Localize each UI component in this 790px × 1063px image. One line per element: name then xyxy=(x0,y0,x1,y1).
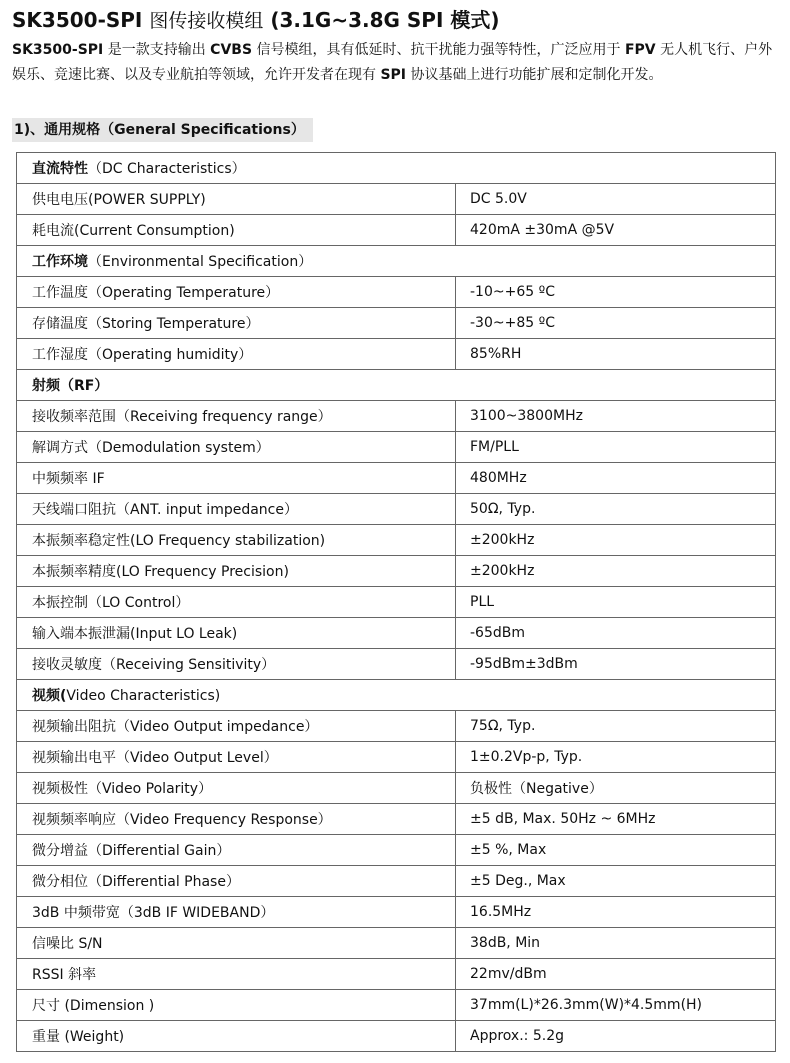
spec-value: -30~+85 ºC xyxy=(456,308,776,339)
spec-name: 本振频率稳定性(LO Frequency stabilization) xyxy=(17,525,456,556)
spec-value: FM/PLL xyxy=(456,432,776,463)
spec-name: RSSI 斜率 xyxy=(17,959,456,990)
spec-value: Approx.: 5.2g xyxy=(456,1021,776,1052)
spec-value: 420mA ±30mA @5V xyxy=(456,215,776,246)
group-label-cn: 射频（RF） xyxy=(32,378,109,394)
group-row-video xyxy=(17,680,776,711)
table-row xyxy=(17,184,776,215)
group-label-en: （DC Characteristics） xyxy=(88,161,246,177)
group-label xyxy=(17,246,776,277)
table-row xyxy=(17,990,776,1021)
group-row-env xyxy=(17,246,776,277)
intro-spi: SPI xyxy=(380,67,407,83)
title-range: (3.1G~3.8G SPI 模式) xyxy=(270,8,500,32)
table-row xyxy=(17,773,776,804)
spec-value: ±5 %, Max xyxy=(456,835,776,866)
intro-paragraph xyxy=(12,38,782,88)
table-row xyxy=(17,804,776,835)
section-heading: 1)、通用规格（General Specifications） xyxy=(12,118,313,142)
spec-name: 存储温度（Storing Temperature） xyxy=(17,308,456,339)
spec-name: 3dB 中频带宽（3dB IF WIDEBAND） xyxy=(17,897,456,928)
spec-value: -95dBm±3dBm xyxy=(456,649,776,680)
group-label-cn: 视频( xyxy=(32,688,67,704)
table-row xyxy=(17,866,776,897)
table-row xyxy=(17,959,776,990)
page-title xyxy=(12,6,500,35)
spec-value: PLL xyxy=(456,587,776,618)
spec-value: 16.5MHz xyxy=(456,897,776,928)
table-row xyxy=(17,463,776,494)
spec-name: 供电电压(POWER SUPPLY) xyxy=(17,184,456,215)
spec-value: DC 5.0V xyxy=(456,184,776,215)
table-row xyxy=(17,432,776,463)
table-row xyxy=(17,835,776,866)
table-row xyxy=(17,308,776,339)
table-row xyxy=(17,649,776,680)
spec-name: 信噪比 S/N xyxy=(17,928,456,959)
group-label-cn: 直流特性 xyxy=(32,161,88,177)
intro-fpv: FPV xyxy=(624,42,656,58)
spec-value: 480MHz xyxy=(456,463,776,494)
spec-value: ±200kHz xyxy=(456,525,776,556)
spec-value: 38dB, Min xyxy=(456,928,776,959)
spec-name: 微分相位（Differential Phase） xyxy=(17,866,456,897)
spec-value: 37mm(L)*26.3mm(W)*4.5mm(H) xyxy=(456,990,776,1021)
table-row xyxy=(17,742,776,773)
title-model: SK3500-SPI xyxy=(12,8,143,32)
spec-value: ±5 dB, Max. 50Hz ~ 6MHz xyxy=(456,804,776,835)
spec-name: 视频频率响应（Video Frequency Response） xyxy=(17,804,456,835)
table-row xyxy=(17,401,776,432)
spec-value: ±200kHz xyxy=(456,556,776,587)
spec-name: 视频极性（Video Polarity） xyxy=(17,773,456,804)
group-label xyxy=(17,370,776,401)
group-label xyxy=(17,680,776,711)
intro-lead: SK3500-SPI xyxy=(12,42,104,58)
table-row xyxy=(17,277,776,308)
group-label-en: Video Characteristics) xyxy=(66,688,221,704)
group-label-en: （Environmental Specification） xyxy=(88,254,313,270)
group-row-rf xyxy=(17,370,776,401)
spec-value: 85%RH xyxy=(456,339,776,370)
spec-table xyxy=(16,152,776,1052)
spec-name: 重量 (Weight) xyxy=(17,1021,456,1052)
table-row xyxy=(17,525,776,556)
spec-name: 解调方式（Demodulation system） xyxy=(17,432,456,463)
group-row-dc xyxy=(17,153,776,184)
spec-name: 中频频率 IF xyxy=(17,463,456,494)
spec-name: 微分增益（Differential Gain） xyxy=(17,835,456,866)
group-label xyxy=(17,153,776,184)
table-row xyxy=(17,618,776,649)
table-row xyxy=(17,711,776,742)
title-cn: 图传接收模组 xyxy=(149,10,264,32)
spec-name: 工作温度（Operating Temperature） xyxy=(17,277,456,308)
spec-name: 工作湿度（Operating humidity） xyxy=(17,339,456,370)
table-row xyxy=(17,897,776,928)
table-row xyxy=(17,556,776,587)
spec-name: 本振频率精度(LO Frequency Precision) xyxy=(17,556,456,587)
spec-value: -10~+65 ºC xyxy=(456,277,776,308)
table-row xyxy=(17,494,776,525)
table-row xyxy=(17,928,776,959)
intro-text-4: 协议基础上进行功能扩展和定制化开发。 xyxy=(406,67,663,83)
spec-value: 3100~3800MHz xyxy=(456,401,776,432)
table-row xyxy=(17,215,776,246)
spec-name: 耗电流(Current Consumption) xyxy=(17,215,456,246)
intro-text-3: 无人机飞行、户外娱乐、竞速比赛、以及专业航拍等领域，允许开发者在现有 xyxy=(12,42,773,83)
spec-value: ±5 Deg., Max xyxy=(456,866,776,897)
table-row xyxy=(17,587,776,618)
spec-value: 75Ω, Typ. xyxy=(456,711,776,742)
table-row xyxy=(17,339,776,370)
intro-text-1: 是一款支持输出 xyxy=(103,42,211,58)
spec-name: 天线端口阻抗（ANT. input impedance） xyxy=(17,494,456,525)
intro-text-2: 信号模组，具有低延时、抗干扰能力强等特性，广泛应用于 xyxy=(252,42,625,58)
group-label-cn: 工作环境 xyxy=(32,254,88,270)
spec-name: 视频输出电平（Video Output Level） xyxy=(17,742,456,773)
intro-cvbs: CVBS xyxy=(210,42,253,58)
table-row xyxy=(17,1021,776,1052)
spec-name: 本振控制（LO Control） xyxy=(17,587,456,618)
spec-name: 视频输出阻抗（Video Output impedance） xyxy=(17,711,456,742)
spec-name: 接收频率范围（Receiving frequency range） xyxy=(17,401,456,432)
spec-value: 50Ω, Typ. xyxy=(456,494,776,525)
spec-name: 尺寸 (Dimension ) xyxy=(17,990,456,1021)
spec-value: 负极性（Negative） xyxy=(456,773,776,804)
spec-name: 输入端本振泄漏(Input LO Leak) xyxy=(17,618,456,649)
spec-value: -65dBm xyxy=(456,618,776,649)
spec-name: 接收灵敏度（Receiving Sensitivity） xyxy=(17,649,456,680)
spec-value: 22mv/dBm xyxy=(456,959,776,990)
spec-value: 1±0.2Vp-p, Typ. xyxy=(456,742,776,773)
